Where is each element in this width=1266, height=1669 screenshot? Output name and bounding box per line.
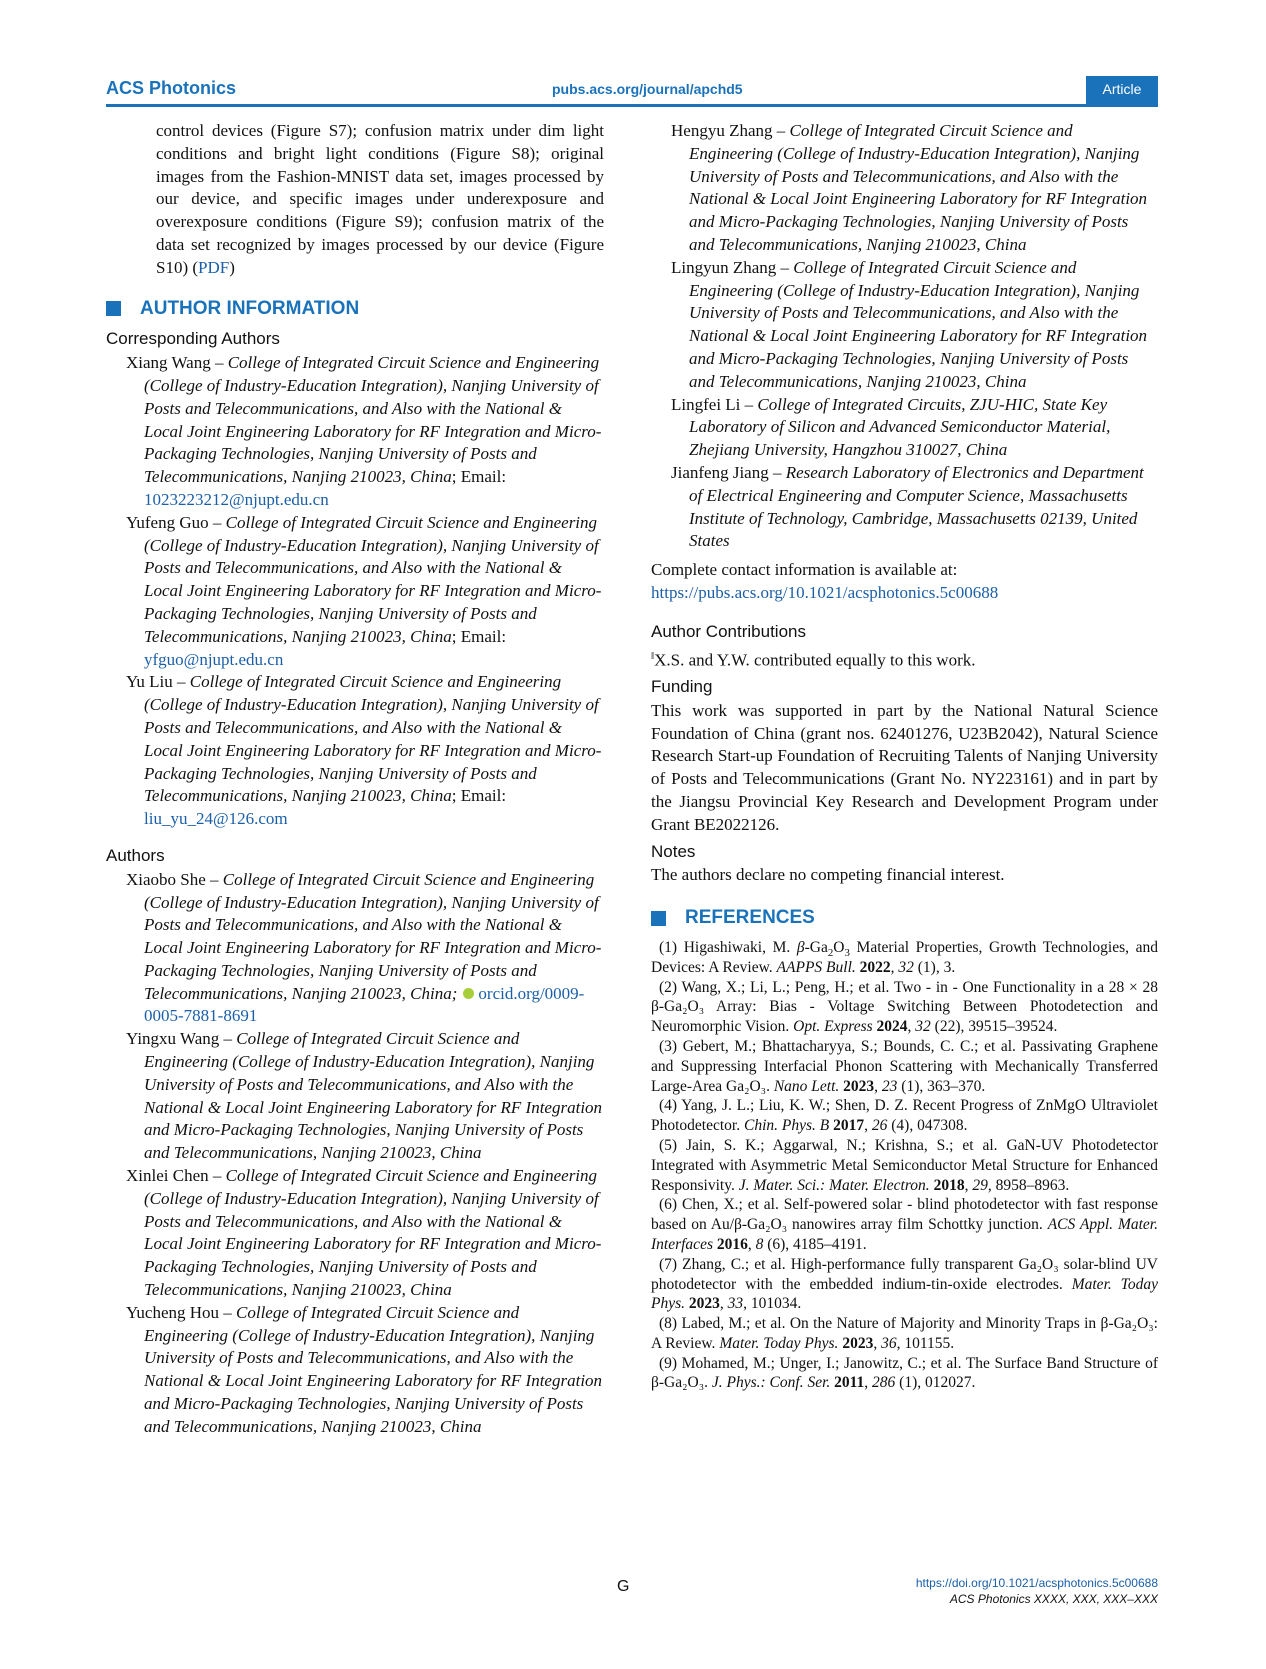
- author-entry: Yufeng Guo – College of Integrated Circuit Science and Engineering (College of Industry-Education Integration), Nanjing University of Posts and Telecommunications, and Also with the National & Local Joint Engineering Laboratory for RF Integration and Micro-Packaging Technologies, Nanjing University of Posts and Telecommunications, Nanjing 210023, China; Email: yfguo@njupt.edu.cn: [126, 512, 602, 669]
- orcid-link[interactable]: orcid.org/0009-0005-7881-8691: [144, 983, 585, 1026]
- citation-line: ACS Photonics XXXX, XXX, XXX–XXX: [949, 1592, 1158, 1606]
- journal-url-link[interactable]: pubs.acs.org/journal/apchd5: [552, 81, 743, 97]
- email-link[interactable]: yfguo@njupt.edu.cn: [144, 649, 284, 669]
- supporting-info-paragraph: control devices (Figure S7); confusion matrix under dim light conditions and bright light conditions (Figure S8); original images from the Fashion-MNIST data set, images processed by our device, and specific images under underexposure and overexposure conditions (Figure S9); confusion matrix of the data set recognized by images processed by our device (Figure S10) (PDF): [156, 121, 604, 277]
- author-entry: Xiang Wang – College of Integrated Circuit Science and Engineering (College of Industry-Education Integration), Nanjing University of Posts and Telecommunications, and Also with the National & Local Joint Engineering Laboratory for RF Integration and Micro-Packaging Technologies, Nanjing University of Posts and Telecommunications, Nanjing 210023, China; Email: 1023223212@njupt.edu.cn: [126, 353, 602, 509]
- author-contributions-heading: Author Contributions: [651, 621, 806, 641]
- notes-heading: Notes: [651, 841, 696, 861]
- contact-info-link[interactable]: https://pubs.acs.org/10.1021/acsphotonics.5c00688: [651, 582, 999, 602]
- section-square-icon: [106, 301, 121, 316]
- right-column: [651, 120, 1158, 1393]
- reference-item: (2) Wang, X.; Li, L.; Peng, H.; et al. Two - in - One Functionality in a 28 × 28 β-Ga₂O₃ Array: Bias - Voltage Switching Between Photodetection and Neuromorphic Vision. Opt. Express 2024, 32 (22), 39515–39524.: [651, 978, 1158, 1036]
- author-entry: Xiaobo She – College of Integrated Circuit Science and Engineering (College of Industry-Education Integration), Nanjing University of Posts and Telecommunications, and Also with the National & Local Joint Engineering Laboratory for RF Integration and Micro-Packaging Technologies, Nanjing University of Posts and Telecommunications, Nanjing 210023, China; orcid.org/0009-0005-7881-8691: [126, 869, 602, 1026]
- corresponding-authors-heading: Corresponding Authors: [106, 329, 280, 349]
- references-heading: REFERENCES: [651, 907, 1158, 930]
- author-entry: Lingyun Zhang – College of Integrated Circuit Science and Engineering (College of Industry-Education Integration), Nanjing University of Posts and Telecommunications, and Also with the National & Local Joint Engineering Laboratory for RF Integration and Micro-Packaging Technologies, Nanjing University of Posts and Telecommunications, Nanjing 210023, China: [671, 257, 1148, 391]
- author-contributions-text: ‖X.S. and Y.W. contributed equally to this work.: [651, 649, 976, 670]
- reference-item: (8) Labed, M.; et al. On the Nature of Majority and Minority Traps in β-Ga₂O₃: A Review. Mater. Today Phys. 2023, 36, 101155.: [651, 1315, 1158, 1352]
- author-entry: Xinlei Chen – College of Integrated Circuit Science and Engineering (College of Industry-Education Integration), Nanjing University of Posts and Telecommunications, and Also with the National & Local Joint Engineering Laboratory for RF Integration and Micro-Packaging Technologies, Nanjing University of Posts and Telecommunications, Nanjing 210023, China: [126, 1166, 602, 1300]
- supporting-info-pdf-link[interactable]: PDF: [198, 257, 230, 277]
- page-header: [106, 76, 1158, 107]
- reference-item: (9) Mohamed, M.; Unger, I.; Janowitz, C.; et al. The Surface Band Structure of β-Ga₂O₃. J. Phys.: Conf. Ser. 2011, 286 (1), 012027.: [651, 1354, 1159, 1392]
- authors-heading: Authors: [106, 845, 165, 865]
- author-entry: Yu Liu – College of Integrated Circuit Science and Engineering (College of Industry-Education Integration), Nanjing University of Posts and Telecommunications, and Also with the National & Local Joint Engineering Laboratory for RF Integration and Micro-Packaging Technologies, Nanjing University of Posts and Telecommunications, Nanjing 210023, China; Email: liu_yu_24@126.com: [126, 672, 602, 829]
- funding-text: This work was supported in part by the National Natural Science Foundation of China (grant nos. 62401276, U23B2042), Natural Science Research Start-up Foundation of Recruiting Talents of Nanjing University of Posts and Telecommunications (Grant No. NY223161) and in part by the Jiangsu Provincial Key Research and Development Program under Grant BE2022126.: [651, 700, 1158, 834]
- reference-item: (1) Higashiwaki, M. $\beta-Ga_2O_3$ Material Properties, Growth Technologies, and Devices: A Review. AAPPS Bull. 2022, 32 (1), 3.: [651, 938, 1159, 976]
- section-square-icon: [651, 911, 666, 926]
- reference-item: (6) Chen, X.; et al. Self-powered solar - blind photodetector with fast response based on Au/β-Ga₂O₃ nanowires array film Schottky junction. ACS Appl. Mater. Interfaces 2016, 8 (6), 4185–4191.: [651, 1196, 1159, 1253]
- funding-heading: Funding: [651, 676, 713, 696]
- journal-name: ACS Photonics: [106, 78, 237, 98]
- doi-link[interactable]: https://doi.org/10.1021/acsphotonics.5c00688: [915, 1576, 1158, 1590]
- reference-list: [651, 938, 1158, 1393]
- author-entry: Yucheng Hou – College of Integrated Circuit Science and Engineering (College of Industry-Education Integration), Nanjing University of Posts and Telecommunications, and Also with the National & Local Joint Engineering Laboratory for RF Integration and Micro-Packaging Technologies, Nanjing University of Posts and Telecommunications, Nanjing 210023, China: [126, 1302, 603, 1436]
- author-information-heading: AUTHOR INFORMATION: [106, 298, 604, 321]
- author-entry: Jianfeng Jiang – Research Laboratory of Electronics and Department of Electrical Engineering and Computer Science, Massachusetts Institute of Technology, Cambridge, Massachusetts 02139, United States: [671, 462, 1144, 551]
- left-column: [106, 120, 604, 1439]
- email-link[interactable]: liu_yu_24@126.com: [144, 809, 288, 829]
- email-link[interactable]: 1023223212@njupt.edu.cn: [144, 489, 329, 509]
- article-type-badge: Article: [1086, 76, 1158, 104]
- reference-item: (5) Jain, S. K.; Aggarwal, N.; Krishna, S.; et al. GaN-UV Photodetector Integrated with Asymmetric Metal Semiconductor Metal Structure for Enhanced Responsivity. J. Mater. Sci.: Mater. Electron. 2018, 29, 8958–8963.: [651, 1136, 1158, 1194]
- orcid-icon: [463, 988, 474, 999]
- reference-item: (7) Zhang, C.; et al. High-performance fully transparent Ga₂O₃ solar-blind UV photodetector with the embedded indium-tin-oxide electrodes. Mater. Today Phys. 2023, 33, 101034.: [651, 1255, 1159, 1313]
- contact-info: Complete contact information is available at: https://pubs.acs.org/10.1021/acsphotonics.5c00688: [651, 559, 1158, 605]
- author-entry: Hengyu Zhang – College of Integrated Circuit Science and Engineering (College of Industry-Education Integration), Nanjing University of Posts and Telecommunications, and Also with the National & Local Joint Engineering Laboratory for RF Integration and Micro-Packaging Technologies, Nanjing University of Posts and Telecommunications, Nanjing 210023, China: [671, 121, 1148, 254]
- reference-item: (4) Yang, J. L.; Liu, K. W.; Shen, D. Z. Recent Progress of ZnMgO Ultraviolet Photodetector. Chin. Phys. B 2017, 26 (4), 047308.: [651, 1097, 1158, 1135]
- notes-text: The authors declare no competing financial interest.: [651, 865, 1005, 885]
- page-number: G: [617, 1578, 630, 1595]
- author-entry: Lingfei Li – College of Integrated Circuits, ZJU-HIC, State Key Laboratory of Silicon and Advanced Semiconductor Material, Zhejiang University, Hangzhou 310027, China: [671, 394, 1111, 460]
- reference-item: (3) Gebert, M.; Bhattacharyya, S.; Bounds, C. C.; et al. Passivating Graphene and Suppressing Interfacial Phonon Scattering with Mechanically Transferred Large-Area Ga₂O₃. Nano Lett. 2023, 23 (1), 363–370.: [651, 1037, 1159, 1095]
- author-entry: Yingxu Wang – College of Integrated Circuit Science and Engineering (College of Industry-Education Integration), Nanjing University of Posts and Telecommunications, and Also with the National & Local Joint Engineering Laboratory for RF Integration and Micro-Packaging Technologies, Nanjing University of Posts and Telecommunications, Nanjing 210023, China: [126, 1029, 603, 1163]
